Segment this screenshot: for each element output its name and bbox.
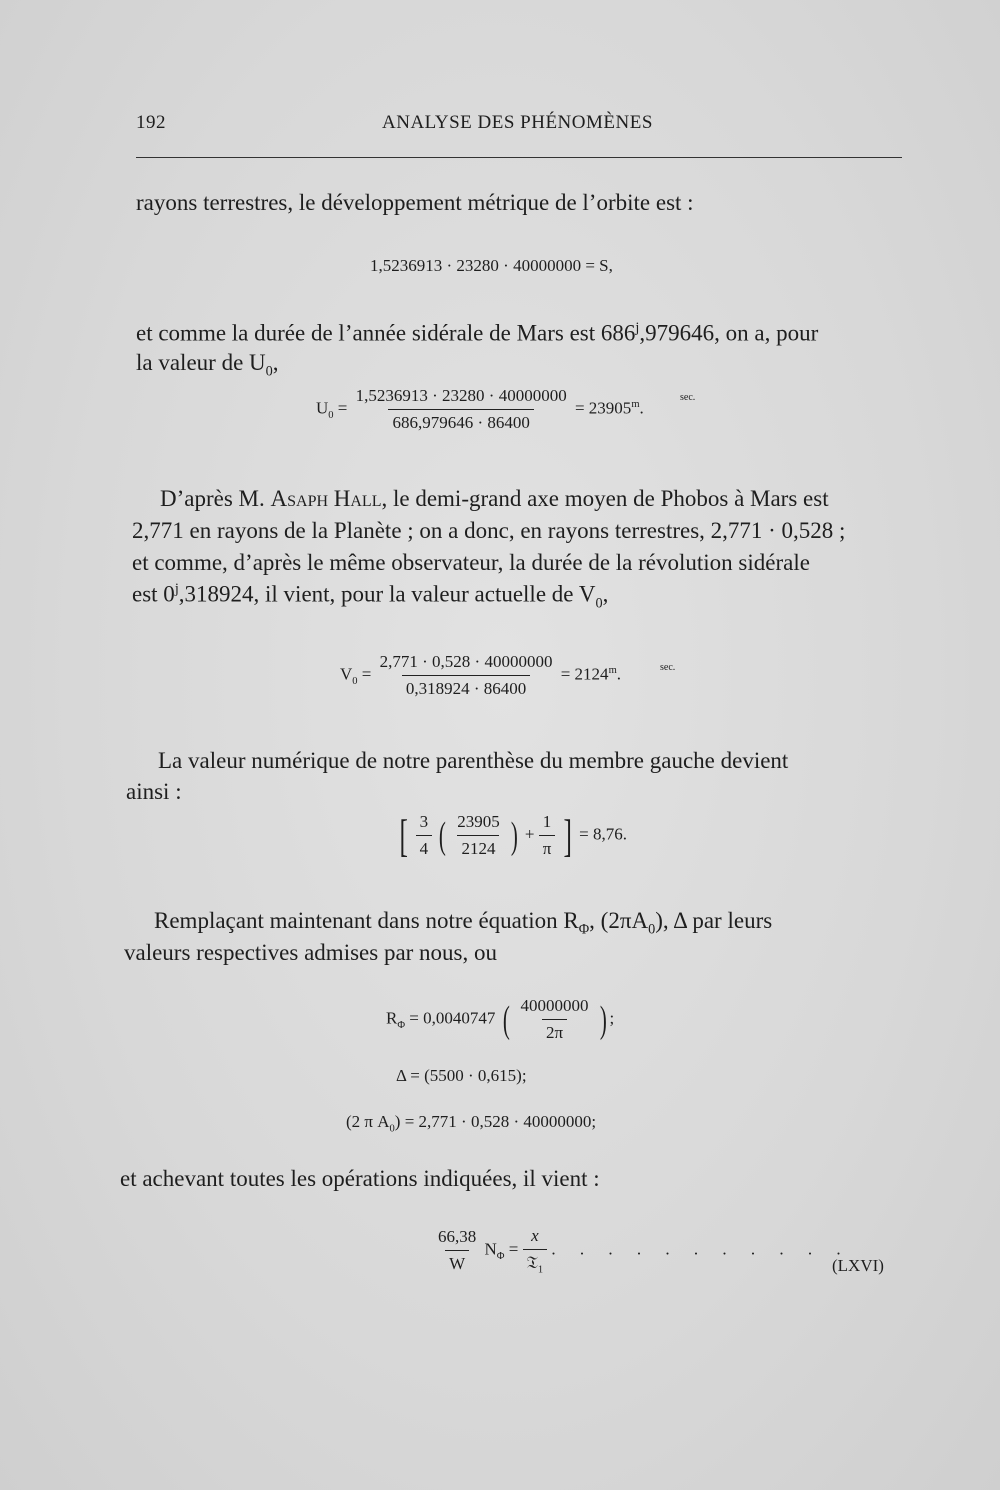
unit-seconds-u0: sec. — [680, 392, 696, 403]
paragraph-1: rayons terrestres, le développement métrique de l’orbite est : — [136, 190, 694, 215]
running-title: ANALYSE DES PHÉNOMÈNES — [382, 112, 653, 133]
fraction-u0: $\frac{1,5236913 \cdot 23280 \cdot 40000000}{686,979646 \cdot 86400}$ — [355, 386, 567, 432]
equation-number: (LXVI) — [832, 1256, 884, 1275]
paragraph-3-line-1: D’après M. Asaph Hall, le demi-grand axe moyen de Phobos à Mars est — [160, 486, 829, 511]
paragraph-3-line-4: est 0$^j$,318924, il vient, pour la valeur actuelle de $V_0$, — [132, 581, 609, 612]
equation-v0: $V_0$ = $\frac{2,771 \cdot 0,528 \cdot 40000000}{0,318924 \cdot 86400}$ = $2124^m$. — [340, 652, 622, 698]
paragraph-3-line-2: 2,771 en rayons de la Planète ; on a donc, en rayons terrestres, 2,771 · 0,528 ; — [132, 518, 846, 543]
leader-dots: . . . . . . . . . . . — [551, 1239, 851, 1259]
paragraph-2-line-1: et comme la durée de l’année sidérale de Mars est 686$^j$,979646, on a, pour — [136, 320, 819, 346]
page-number: 192 — [136, 112, 166, 133]
equation-u0: $U_0$ = $\frac{1,5236913 \cdot 23280 \cdot 40000000}{686,979646 \cdot 86400}$ = $23905^m$. — [316, 386, 644, 432]
equation-two-pi-a0: (2 π $A_0) = 2,771 \cdot 0,528 \cdot 40000000$; — [346, 1112, 597, 1135]
paragraph-4-line-1: La valeur numérique de notre parenthèse du membre gauche devient — [158, 748, 789, 773]
paragraph-5-line-2: valeurs respectives admises par nous, ou — [124, 940, 498, 965]
paragraph-5-line-1: Remplaçant maintenant dans notre équation $R_\Phi$, $(2\pi A_0)$, Δ par leurs — [154, 908, 773, 938]
unit-seconds-v0: sec. — [660, 662, 676, 673]
header-rule — [136, 157, 902, 158]
equation-delta: Δ = (5500 · 0,615); — [396, 1066, 527, 1085]
equation-lxvi: $\frac{66,38}{W}$ $N_\Phi$ = $\frac{x}{𝔗_1}$ . . . . . . . . . . . — [438, 1226, 851, 1276]
fraction-v0: $\frac{2,771 \cdot 0,528 \cdot 40000000}{0,318924 \cdot 86400}$ — [379, 652, 553, 698]
equation-r-phi: $R_\Phi = 0,0040747$ ( $\frac{40000000}{2\pi}$ ) ; — [386, 996, 615, 1042]
paragraph-2-line-2: la valeur de $U_0$, — [136, 350, 279, 380]
equation-bracket: [ $\frac{3}{4}$ ( $\frac{23905}{2124}$ ) + $\frac{1}{\pi}$ ] = 8,76. — [399, 809, 627, 861]
paragraph-6: et achevant toutes les opérations indiquées, il vient : — [120, 1166, 600, 1191]
equation-s: 1,5236913 · 23280 · 40000000 = S, — [370, 256, 613, 275]
paragraph-3-line-3: et comme, d’après le même observateur, la durée de la révolution sidérale — [132, 550, 810, 575]
paragraph-4-line-2: ainsi : — [126, 779, 182, 804]
